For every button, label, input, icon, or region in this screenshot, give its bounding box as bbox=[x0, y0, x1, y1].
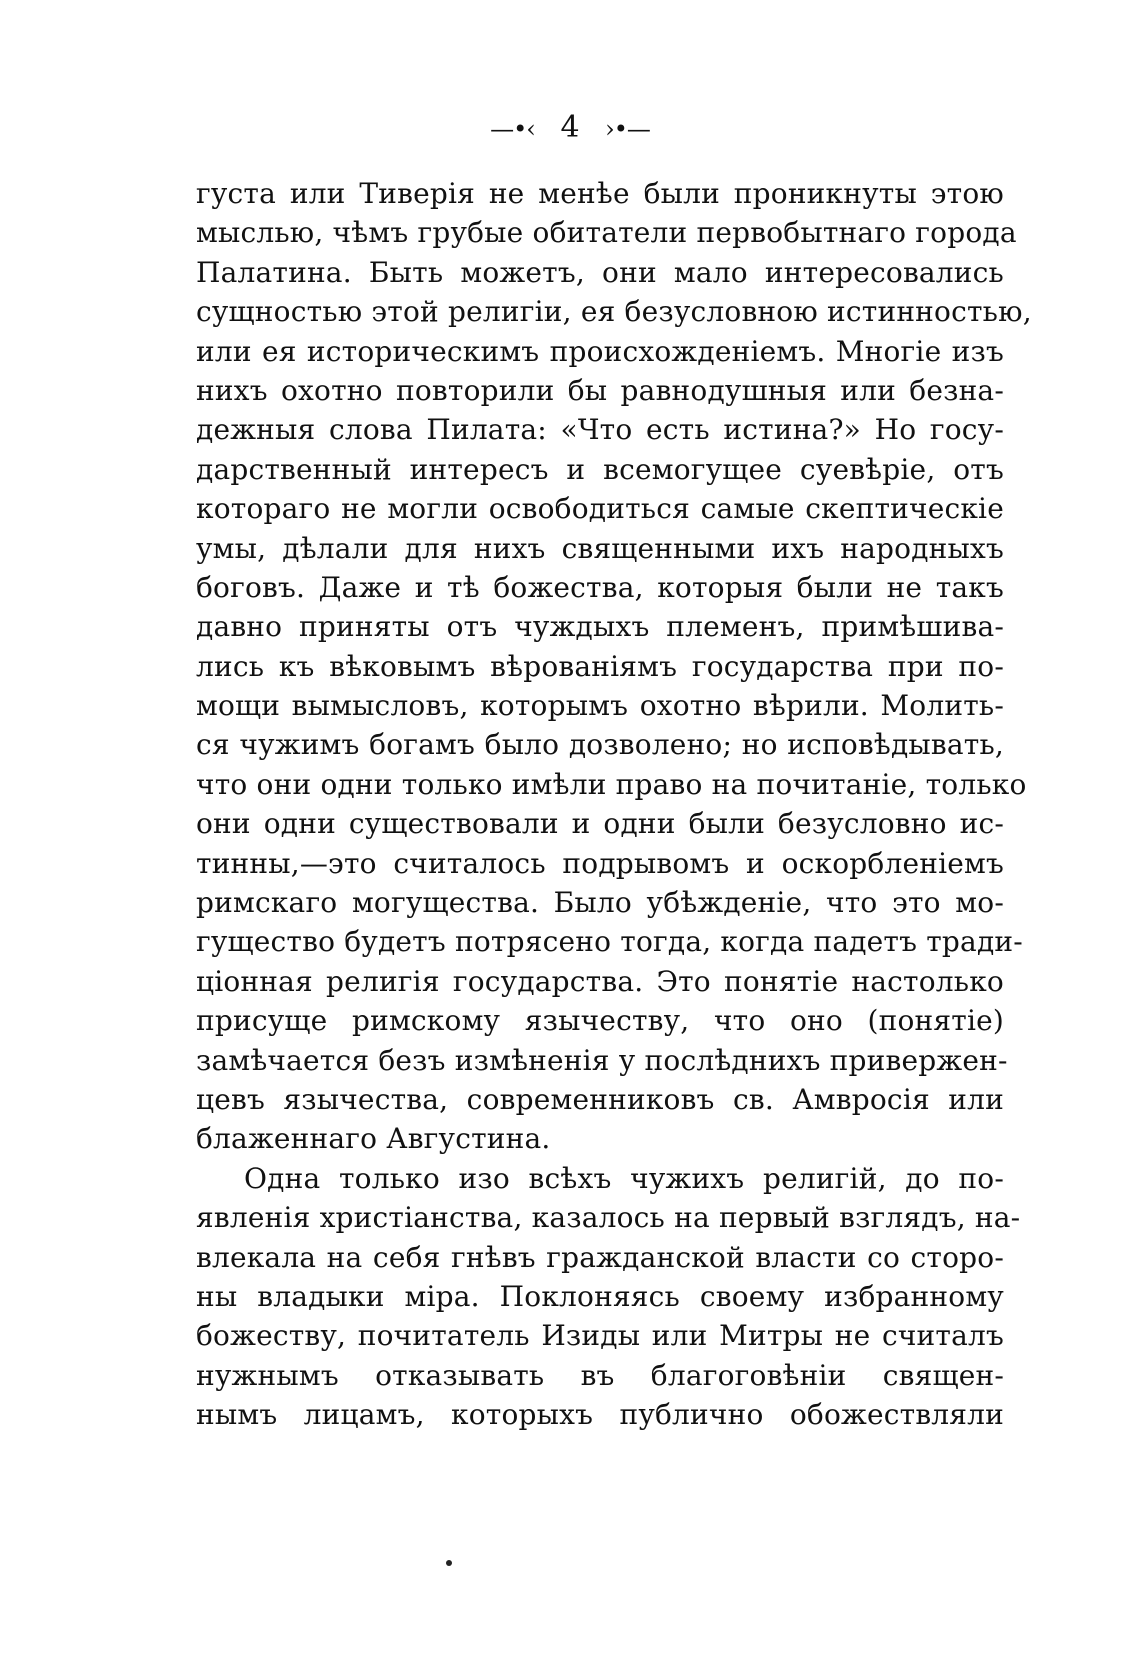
text-line: или ея историческимъ происхожденіемъ. Многіе изъ bbox=[196, 334, 1004, 368]
page-header bbox=[0, 108, 1140, 149]
text-line: ціонная религія государства. Это понятіе настолько bbox=[196, 964, 1004, 998]
text-line: божеству, почитатель Изиды или Митры не считалъ bbox=[196, 1319, 1004, 1353]
text-line: гущество будетъ потрясено тогда, когда падетъ тради- bbox=[196, 925, 1023, 959]
text-line: мыслью, чѣмъ грубые обитатели первобытнаго города bbox=[196, 216, 1017, 250]
text-line: боговъ. Даже и тѣ божества, которыя были не такъ bbox=[196, 570, 1004, 604]
text-line: дежныя слова Пилата: «Что есть истина?» Но госу- bbox=[196, 413, 1004, 447]
text-line: сущностью этой религіи, ея безусловною истинностью, bbox=[196, 295, 1032, 329]
text-line: густа или Тиверія не менѣе были проникнуты этою bbox=[196, 177, 1004, 210]
text-line: цевъ язычества, современниковъ св. Амвросія или bbox=[196, 1082, 1004, 1116]
text-line: присуще римскому язычеству, что оно (понятіе) bbox=[196, 1004, 1004, 1038]
text-line: Палатина. Быть можетъ, они мало интересовались bbox=[196, 255, 1004, 289]
text-line: давно приняты отъ чуждыхъ племенъ, примѣшива- bbox=[196, 610, 1004, 644]
text-line: нымъ лицамъ, которыхъ публично обожествляли bbox=[196, 1398, 1004, 1432]
text-line: что они одни только имѣли право на почитаніе, только bbox=[196, 767, 1027, 801]
text-line: умы, дѣлали для нихъ священными ихъ народныхъ bbox=[196, 531, 1004, 565]
text-line: явленія христіанства, казалось на первый взглядъ, на- bbox=[196, 1201, 1021, 1235]
text-line: влекала на себя гнѣвъ гражданской власти со сторо- bbox=[196, 1240, 1004, 1274]
text-line: тинны,—это считалось подрывомъ и оскорбленіемъ bbox=[196, 846, 1004, 880]
text-line: они одни существовали и одни были безусловно ис- bbox=[196, 807, 1004, 841]
ornament-left: —•‹ bbox=[490, 115, 535, 143]
text-line: нужнымъ отказывать въ благоговѣніи священ- bbox=[196, 1358, 1004, 1392]
text-line: котораго не могли освободиться самые скептическіе bbox=[196, 492, 1004, 526]
page-number: 4 bbox=[560, 110, 580, 145]
footer-dot-mark bbox=[446, 1560, 452, 1566]
text-line: дарственный интересъ и всемогущее суевѣріе, отъ bbox=[196, 452, 1004, 486]
text-line: Одна только изо всѣхъ чужихъ религій, до по- bbox=[244, 1161, 1004, 1195]
text-line: блаженнаго Августина. bbox=[196, 1122, 551, 1156]
text-line: мощи вымысловъ, которымъ охотно вѣрили. Молить- bbox=[196, 689, 1004, 723]
text-line: римскаго могущества. Было убѣжденіе, что это мо- bbox=[196, 886, 1004, 920]
text-line: нихъ охотно повторили бы равнодушныя или безна- bbox=[196, 373, 1004, 407]
text-line: ся чужимъ богамъ было дозволено; но исповѣдывать, bbox=[196, 728, 1004, 762]
text-line: лись къ вѣковымъ вѣрованіямъ государства при по- bbox=[196, 649, 1004, 683]
text-line: замѣчается безъ измѣненія у послѣднихъ привержен- bbox=[196, 1043, 1008, 1077]
text-line: ны владыки міра. Поклоняясь своему избранному bbox=[196, 1279, 1004, 1313]
ornament-right: ›•— bbox=[605, 115, 650, 143]
body-text bbox=[196, 174, 1032, 1435]
